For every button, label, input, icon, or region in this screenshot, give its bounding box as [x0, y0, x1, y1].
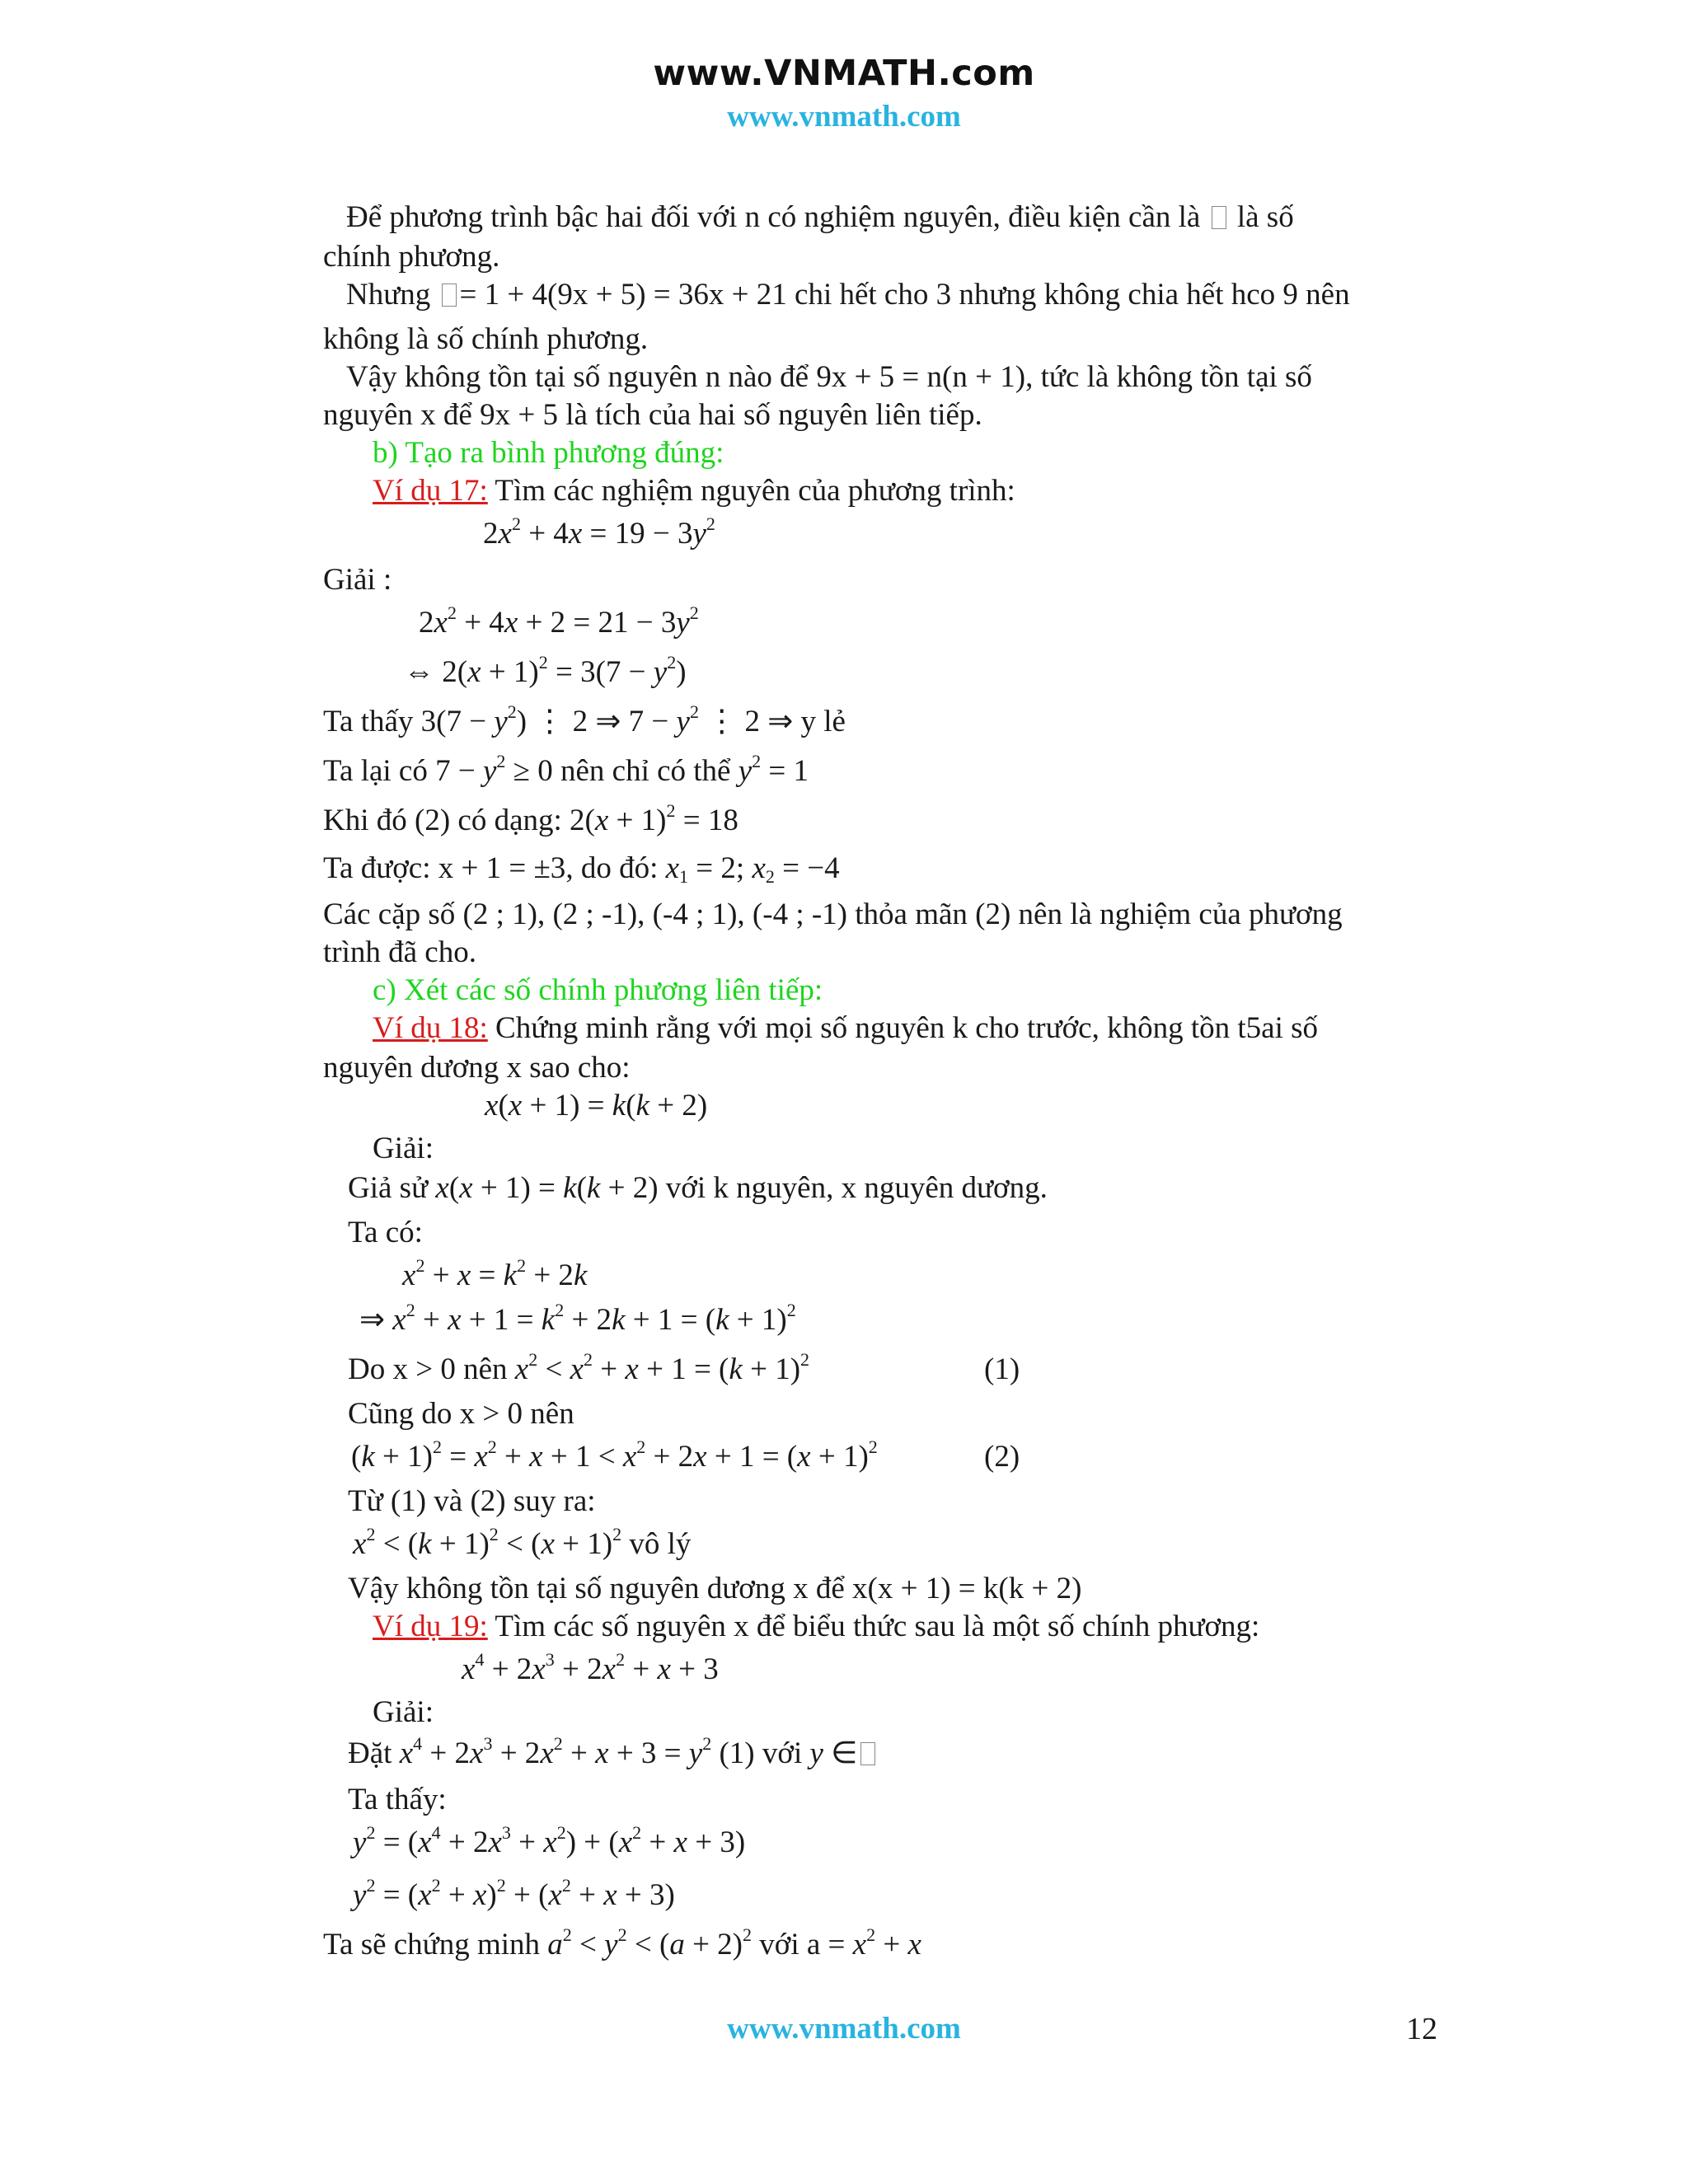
solution-label: Giải : — [323, 563, 392, 597]
equation: $y^2 = (x^2 + x)^2 + (x^2 + x + 3)$ — [353, 1875, 675, 1912]
paragraph-line: Các cặp số (2 ; 1), (2 ; -1), (-4 ; 1), (-4 ; -1) thỏa mãn (2) nên là nghiệm của phương — [323, 898, 1343, 931]
example-17-line: Ví dụ 17: Tìm các nghiệm nguyên của phương trình: — [373, 474, 1015, 508]
footer-site-link[interactable]: www.vnmath.com — [727, 2012, 961, 2046]
equation: $2x^2 + 4x = 19 - 3y^2$ — [483, 513, 715, 551]
paragraph-line: Đặt $x^4 + 2x^3 + 2x^2 + x + 3 = y^2$ (1) với y ∈ — [348, 1736, 879, 1772]
missing-glyph-icon — [1212, 206, 1226, 229]
equation: $y^2 = (x^4 + 2x^3 + x^2) + (x^2 + x + 3)$ — [353, 1822, 746, 1859]
section-heading-c: c) Xét các số chính phương liên tiếp: — [373, 973, 823, 1007]
integer-set-glyph-icon — [860, 1742, 875, 1765]
equation-number: (2) — [984, 1440, 1020, 1474]
paragraph-line: $x^2 < (k + 1)^2 < (x + 1)^2$ vô lý — [353, 1524, 692, 1561]
paragraph-line: chính phương. — [323, 240, 500, 274]
paragraph-line: Ta thấy $3(7 - y^2)$ ⋮ 2 ⇒ $7 - y^2$ ⋮ 2 ⇒ y lẻ — [323, 701, 846, 738]
equation: $2x^2 + 4x + 2 = 21 - 3y^2$ — [419, 602, 699, 640]
paragraph-line: Do x > 0 nên $x^2 < x^2 + x + 1 = (k + 1)^2$ — [348, 1349, 810, 1386]
paragraph-line: Ta sẽ chứng minh $a^2 < y^2 < (a + 2)^2$ với $a = x^2 + x$ — [323, 1924, 921, 1961]
paragraph-line: nguyên x để 9x + 5 là tích của hai số nguyên liên tiếp. — [323, 398, 982, 432]
equation: $x^2 + x = k^2 + 2k$ — [402, 1255, 588, 1292]
paragraph-line: Nhưng = 1 + 4(9x + 5) = 36x + 21 chi hết cho 3 nhưng không chia hết hco 9 nên — [346, 278, 1350, 312]
paragraph-line: Vậy không tồn tại số nguyên dương x để x(x + 1) = k(k + 2) — [348, 1572, 1082, 1605]
paragraph-line: Ta có: — [348, 1216, 423, 1249]
solution-label: Giải: — [373, 1132, 434, 1165]
header-site-title: www.VNMATH.com — [653, 53, 1035, 94]
paragraph-line: Từ (1) và (2) suy ra: — [348, 1484, 596, 1518]
example-19-line: Ví dụ 19: Tìm các số nguyên x để biểu thức sau là một số chính phương: — [373, 1610, 1260, 1643]
equation: ⇔ $2(x + 1)^2 = 3(7 - y^2)$ — [404, 652, 687, 689]
paragraph-line: Để phương trình bậc hai đối với n có nghiệm nguyên, điều kiện cần là là số — [346, 200, 1294, 234]
paragraph-line: Vậy không tồn tại số nguyên n nào để 9x + 5 = n(n + 1), tức là không tồn tại số — [346, 360, 1312, 394]
example-17-label: Ví dụ 17: — [373, 474, 488, 508]
paragraph-line: không là số chính phương. — [323, 322, 649, 356]
paragraph-line: nguyên dương x sao cho: — [323, 1051, 631, 1085]
paragraph-line: trình đã cho. — [323, 935, 476, 969]
equation: x(x + 1) = k(k + 2) — [485, 1089, 708, 1122]
example-19-label: Ví dụ 19: — [373, 1610, 488, 1643]
paragraph-line: Giả sử x(x + 1) = k(k + 2) với k nguyên, x nguyên dương. — [348, 1171, 1048, 1205]
section-heading-b: b) Tạo ra bình phương đúng: — [373, 436, 724, 470]
equation: $x^4 + 2x^3 + 2x^2 + x + 3$ — [462, 1649, 719, 1686]
equation: ⇒ $x^2 + x + 1 = k^2 + 2k + 1 = (k + 1)^2$ — [359, 1300, 796, 1337]
paragraph-line: Ta lại có $7 - y^2 \ge 0$ nên chỉ có thể $y^2 = 1$ — [323, 751, 809, 788]
paragraph-line: Cũng do x > 0 nên — [348, 1397, 574, 1431]
paragraph-line: Ta được: x + 1 = ±3, do đó: $x_1 = 2$; $x_2 = -4$ — [323, 851, 840, 887]
example-18-label: Ví dụ 18: — [373, 1011, 488, 1045]
paragraph-line: Khi đó (2) có dạng: $2(x + 1)^2 = 18$ — [323, 800, 738, 837]
delta-glyph-icon — [442, 284, 457, 307]
equation-number: (1) — [984, 1352, 1020, 1386]
paragraph-line: Ta thấy: — [348, 1783, 447, 1816]
equation: $(k + 1)^2 = x^2 + x + 1 < x^2 + 2x + 1 = (x + 1)^2$ — [351, 1436, 878, 1474]
solution-label: Giải: — [373, 1695, 434, 1729]
example-18-line: Ví dụ 18: Chứng minh rằng với mọi số nguyên k cho trước, không tồn t5ai số — [373, 1011, 1319, 1045]
header-site-link[interactable]: www.vnmath.com — [727, 100, 961, 134]
page-number: 12 — [1406, 2012, 1437, 2046]
